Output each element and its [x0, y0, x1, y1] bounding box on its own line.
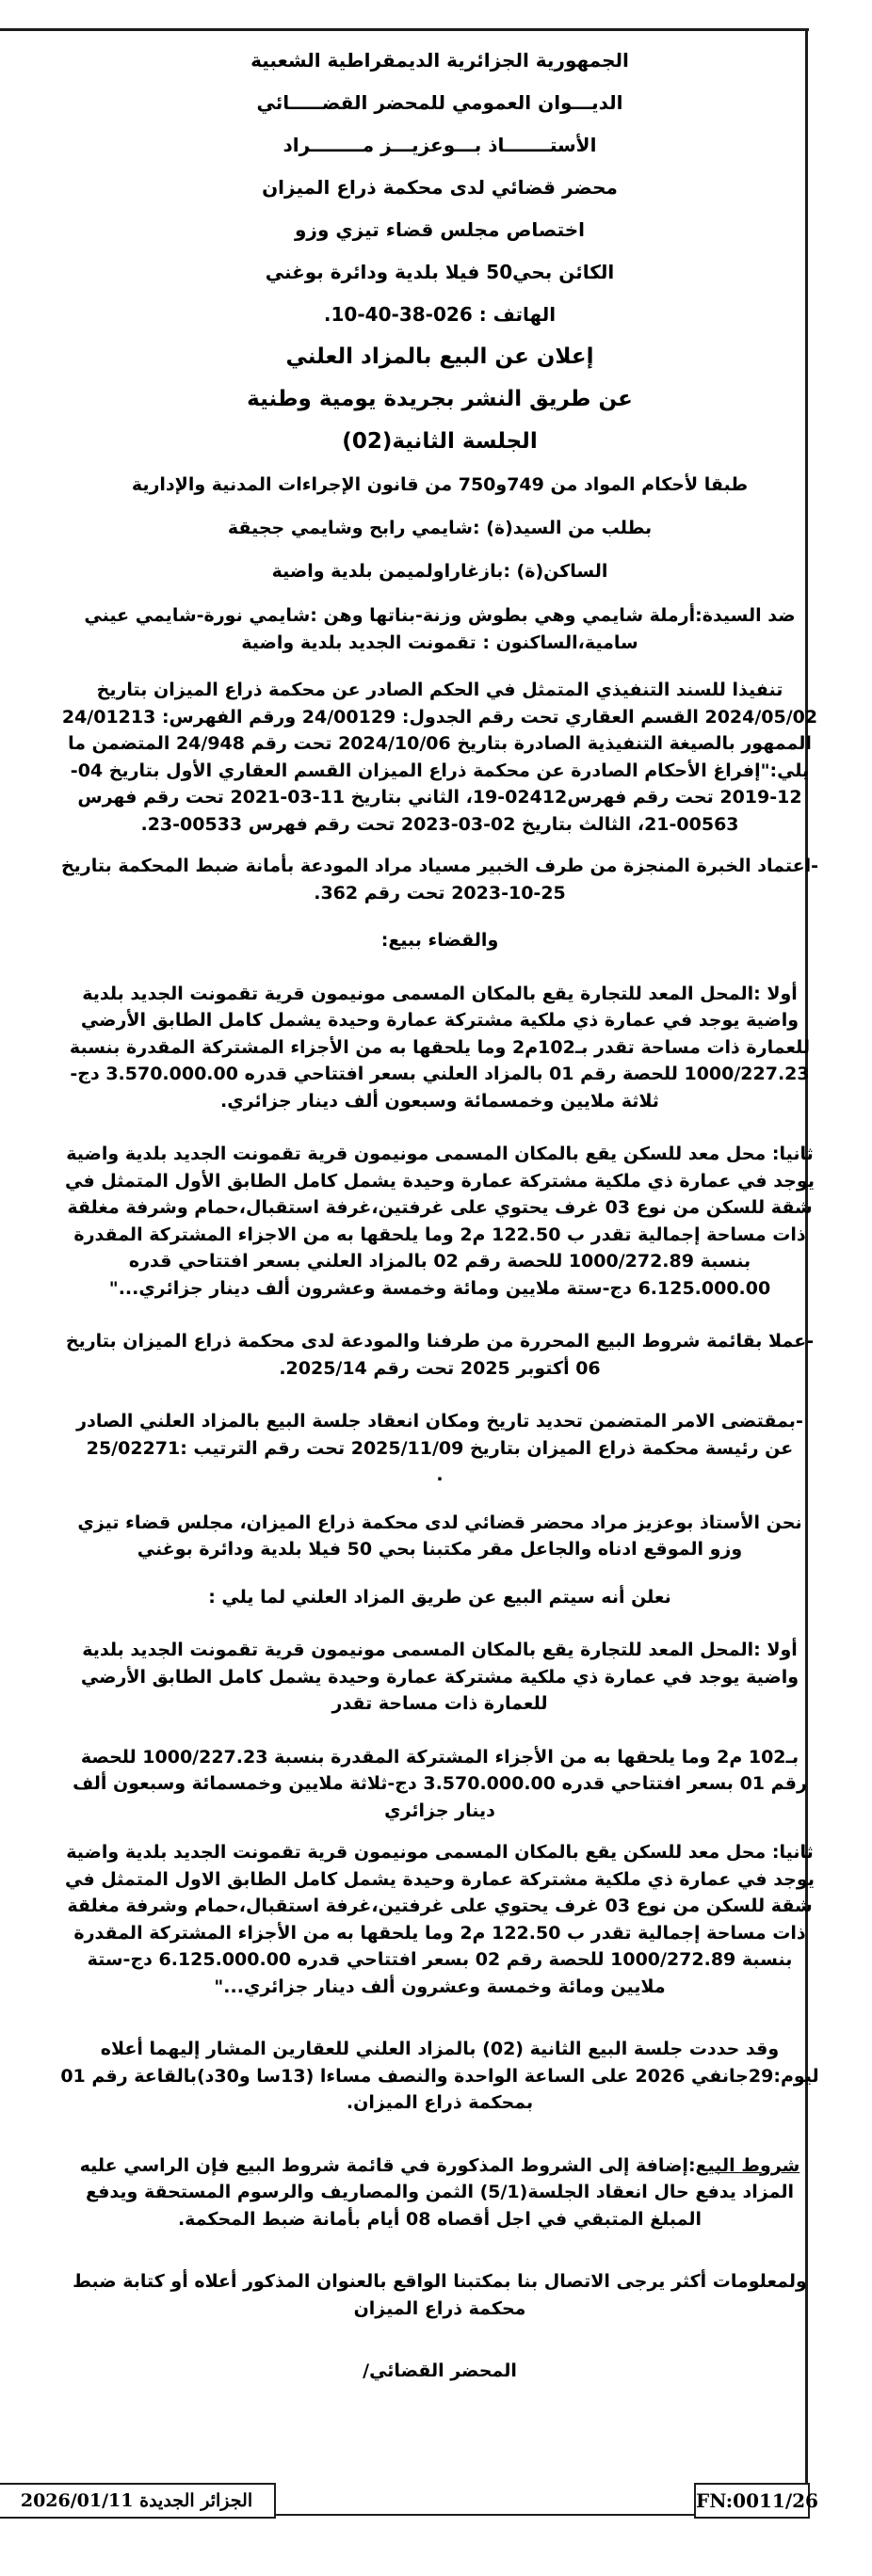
sale-terms-paragraph	[60, 2152, 819, 2233]
phone-line: الهاتف : 026-38-40-10.	[323, 303, 557, 326]
session-schedule-paragraph: وقد حددت جلسة البيع الثانية (02) بالمزاد العلني للعقارين المشار إليهما أعلاه ليوم:29جانفي 2026 على الساعة الواحدة والنصف مساءا (13سا و30د)بالقاعة رقم 01 بمحكمة ذراع الميزان.	[60, 2039, 819, 2113]
session-number-line: الجلسة الثانية(02)	[342, 429, 538, 454]
bailiff-name-line: الأستـــــــاذ بـــوعزيـــز مــــــــراد	[283, 134, 597, 156]
sale-terms-label: شروط البيع	[695, 2154, 800, 2176]
lot1-price-paragraph: بـ102 م2 وما يلحقها به من الأجزاء المشتركة المقدرة بنسبة 1000/227.23 للحصة رقم 01 بسعر افتتاحي قدره 3.570.000.00 دج-ثلاثة ملايين وخمسمائة وسبعون ألف دينار جزائري	[73, 1746, 807, 1821]
requester-line: بطلب من السيد(ة) :شايمي رابح وشايمي ججيقة	[227, 518, 653, 538]
requester-address-line: الساكن(ة) :بازغاراولميمن بلدية واضية	[271, 561, 608, 582]
lot2-paragraph: ثانيا: محل معد للسكن يقع بالمكان المسمى مونيمون قرية تقمونت الجديد بلدية واضية يوجد في عمارة ذي ملكية مشتركة عمارة وحيدة يشمل كامل الطابق الأول المتمثل في شقة للسكن من نوع 03 غرف يحتوي على غرفتين،غرفة استقبال،حمام وشرفة مغلقة ذات مساحة إجمالية تقدر ب 122.50 م2 وما يلحقها به من الاجزاء المشتركة المقدرة بنسبة 1000/272.89 للحصة رقم 02 بالمزاد العلني بسعر افتتاحي قدره 6.125.000.00 دج-ستة ملايين ومائة وخمسة وعشرون ألف دينار جزائري..."	[65, 1144, 815, 1299]
office-address-line: الكائن بحي50 فيلا بلدية ودائرة بوغني	[265, 261, 615, 283]
document-border-top	[0, 28, 809, 31]
signature-line: المحضر القضائي/	[363, 2360, 517, 2381]
expertise-paragraph: -اعتماد الخبرة المنجزة من طرف الخبير مسياد مراد المودعة بأمانة ضبط المحكمة بتاريخ 25-10-2023 تحت رقم 362.	[60, 856, 819, 904]
defendants-paragraph: ضد السيدة:أرملة شايمي وهي بطوش وزنة-بناتها وهن :شايمي نورة-شايمي عيني سامية،الساكنون : تقمونت الجديد بلدية واضية	[84, 605, 796, 653]
sale-decree-line: والقضاء ببيع:	[380, 930, 499, 951]
contact-info-paragraph: ولمعلومات أكثر يرجى الاتصال بنا بمكتبنا الواقع بالعنوان المذكور أعلاه أو كتابة ضبط محكمة ذراع الميزان	[73, 2271, 807, 2319]
announcement-line: نعلن أنه سيتم البيع عن طريق المزاد العلني لما يلي :	[208, 1586, 671, 1608]
document-body	[60, 40, 819, 2385]
letterhead-office-line: الديـــوان العمومي للمحضر القضـــــائي	[256, 91, 623, 114]
auction-title: إعلان عن البيع بالمزاد العلني	[285, 344, 594, 369]
lot2-desc-paragraph: ثانيا: محل معد للسكن يقع بالمكان المسمى مونيمون قرية تقمونت الجديد بلدية واضية يوجد في عمارة ذي ملكية مشتركة عمارة وحيدة يشمل كامل الطابق الاول المتمثل في شقة للسكن من نوع 03 غرف يحتوي على غرفتين،غرفة استقبال،حمام وشرفة مغلقة ذات مساحة إجمالية تقدر ب 122.50 م2 وما يلحقها به من الأجزاء المشتركة المقدرة بنسبة 1000/272.89 للحصة رقم 02 بسعر افتتاحي قدره 6.125.000.00 دج-ستة ملايين ومائة وخمسة وعشرون ألف دينار جزائري..."	[65, 1842, 815, 1997]
publication-method-line: عن طريق النشر بجريدة يومية وطنية	[247, 387, 633, 411]
order-dot-line: .	[436, 1464, 444, 1485]
writ-paragraph: تنفيذا للسند التنفيذي المتمثل في الحكم الصادر عن محكمة ذراع الميزان بتاريخ 2024/05/02 القسم العقاري تحت رقم الجدول: 24/00129 ورقم الفهرس: 24/01213 الممهور بالصيغة التنفيذية الصادرة بتاريخ 2024/10/06 تحت رقم 24/948 المتضمن ما يلي:"إفراغ الأحكام الصادرة عن محكمة ذراع الميزان القسم العقاري الأول بتاريخ 04-12-2019 تحت رقم فهرس02412-19، الثاني بتاريخ 11-03-2021 تحت رقم فهرس 00563-21، الثالث بتاريخ 02-03-2023 تحت رقم فهرس 00533-23.	[61, 680, 818, 835]
letterhead-republic-line: الجمهورية الجزائرية الديمقراطية الشعبية	[250, 49, 629, 72]
newspaper-stamp: الجزائر الجديدة 2026/01/11	[0, 2483, 276, 2519]
lot1-desc-paragraph: أولا :المحل المعد للتجارة يقع بالمكان المسمى مونيمون قرية تقمونت الجديد بلدية واضية يوجد في عمارة ذي ملكية مشتركة عمارة وحيدة يشمل كامل الطابق الأرضي للعمارة ذات مساحة تقدر	[80, 1640, 799, 1714]
legal-basis-line: طبقا لأحكام المواد من 749و750 من قانون الإجراءات المدنية والإدارية	[131, 474, 749, 495]
lot1-paragraph: أولا :المحل المعد للتجارة يقع بالمكان المسمى مونيمون قرية تقمونت الجديد بلدية واضية يوجد في عمارة ذي ملكية مشتركة عمارة وحيدة يشمل كامل الطابق الأرضي للعمارة ذات مساحة تقدر بـ102م2 وما يلحقها به من الأجزاء المشتركة المقدرة بنسبة 1000/227.23 للحصة رقم 01 بالمزاد العلني بسعر افتتاحي قدره 3.570.000.00 دج-ثلاثة ملايين وخمسمائة وسبعون ألف دينار جزائري.	[69, 983, 811, 1112]
bailiff-declaration-paragraph: نحن الأستاذ بوعزيز مراد محضر قضائي لدى محكمة ذراع الميزان، مجلس قضاء تيزي وزو الموقع ادناه والجاعل مقر مكتبنا بحي 50 فيلا بلدية ودائرة بوغني	[77, 1512, 802, 1560]
bailiff-role-line: محضر قضائي لدى محكمة ذراع الميزان	[262, 176, 618, 199]
jurisdiction-line: اختصاص مجلس قضاء تيزي وزو	[295, 218, 585, 241]
file-number-stamp: FN:0011/26	[694, 2483, 810, 2519]
sale-conditions-ref-paragraph: -عملا بقائمة شروط البيع المحررة من طرفنا والمودعة لدى محكمة ذراع الميزان بتاريخ 06 أكتوبر 2025 تحت رقم 2025/14.	[65, 1331, 815, 1379]
order-paragraph: -بمقتضى الامر المتضمن تحديد تاريخ ومكان انعقاد جلسة البيع بالمزاد العلني الصادر عن رئيسة محكمة ذراع الميزان بتاريخ 2025/11/09 تحت رقم الترتيب :25/02271	[76, 1411, 803, 1459]
sale-terms-text: :إضافة إلى الشروط المذكورة في قائمة شروط البيع فإن الراسي عليه المزاد يدفع حال انعقاد الجلسة(5/1) الثمن والمصاريف والرسوم المستحقة ويدفع المبلغ المتبقي في اجل أقصاه 08 أيام بأمانة ضبط المحكمة.	[79, 2154, 794, 2230]
